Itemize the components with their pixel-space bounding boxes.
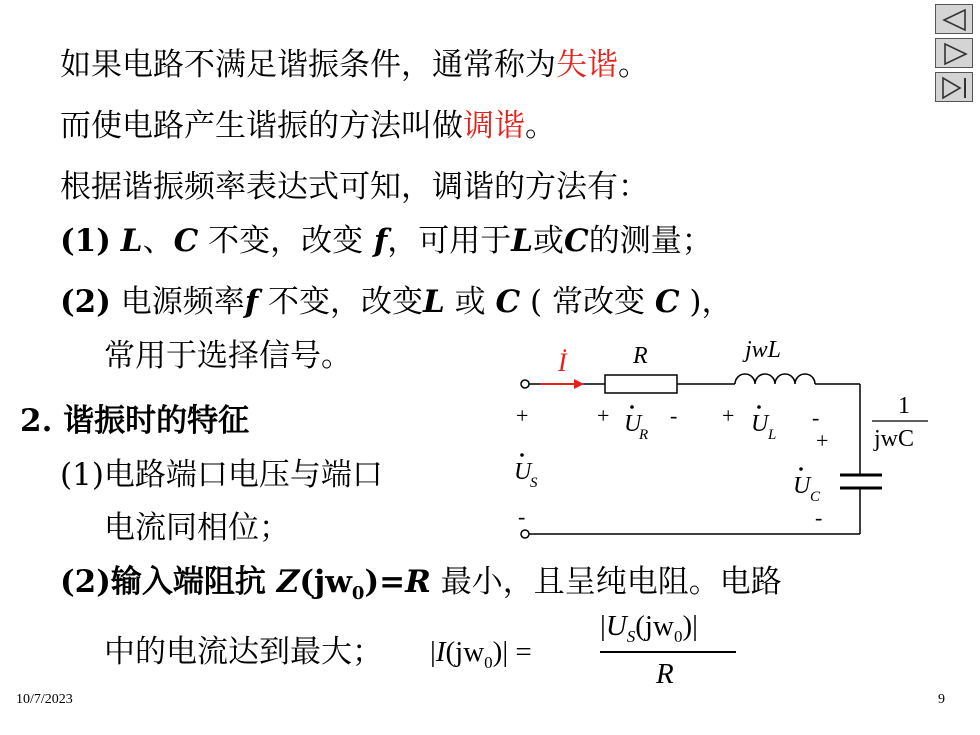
formula-denominator: R <box>656 658 674 690</box>
page-number: 9 <box>938 692 945 707</box>
subscript: S <box>530 475 538 491</box>
symbol-C: C <box>564 223 589 259</box>
tuning-term: 调谐 <box>463 108 525 144</box>
method-text: 电源频率 <box>110 284 245 320</box>
text-line-max-current: 中的电流达到最大； <box>104 634 383 670</box>
symbol-U: U <box>605 610 627 642</box>
subscript: R <box>639 427 649 443</box>
feature-text: (jw <box>299 564 352 600</box>
skip-to-end-icon <box>936 73 974 103</box>
abs-bar: | <box>430 636 436 668</box>
plus-sign: + <box>722 403 735 428</box>
voltage-UR-label: U <box>624 411 642 437</box>
arrow-head-icon <box>574 379 584 389</box>
method-text: ，可用于 <box>387 223 512 259</box>
triangle-right-icon <box>936 39 974 69</box>
formula-text: (jw <box>445 636 485 668</box>
formula-lhs <box>430 636 532 673</box>
text-line-tuning <box>60 107 556 145</box>
formula-text: )| <box>682 610 698 642</box>
item-number: (1) <box>60 223 111 259</box>
method-text: 或 <box>533 223 565 259</box>
symbol-f: f <box>363 223 388 259</box>
symbol-C: C <box>173 223 199 259</box>
feature-text: (2)输入端阻抗 <box>60 564 277 600</box>
symbol-C: C <box>654 284 680 320</box>
plus-sign: + <box>816 428 829 453</box>
section-heading: 2. 谐振时的特征 <box>20 403 250 439</box>
subscript: 0 <box>351 583 365 605</box>
resistor-label: R <box>633 343 648 369</box>
method-text: 或 <box>444 284 496 320</box>
symbol-L: L <box>120 223 143 259</box>
last-slide-button[interactable] <box>935 72 973 102</box>
symbol-Z: Z <box>276 564 300 600</box>
subscript: 0 <box>484 652 493 672</box>
symbol-f: f <box>244 284 259 320</box>
text-line-methods-intro: 根据谐振频率表达式可知，调谐的方法有： <box>60 169 649 205</box>
terminal-top <box>521 380 529 388</box>
inductor <box>735 374 815 384</box>
voltage-US-label: U <box>514 459 532 485</box>
footer-date: 10/7/2023 <box>16 692 73 707</box>
method-text: )， <box>679 284 733 320</box>
method-text: 不变，改变 <box>198 223 364 259</box>
capacitor-label-numerator: 1 <box>898 393 910 419</box>
text-line-feature-1-cont: 电流同相位； <box>104 510 290 546</box>
formula-numerator <box>600 610 698 647</box>
voltage-UC-label: U <box>793 473 811 499</box>
triangle-left-icon <box>936 5 974 35</box>
separator: 、 <box>142 223 174 259</box>
resistor <box>605 375 677 393</box>
feature-text: 最小，且呈纯电阻。电路 <box>430 564 782 600</box>
feature-text: )= <box>364 564 406 600</box>
punctuation: 。 <box>525 108 556 144</box>
prev-slide-button[interactable] <box>935 4 973 34</box>
formula-text: (jw <box>635 610 674 642</box>
fraction-bar <box>600 651 736 653</box>
text-line-signal-selection: 常用于选择信号。 <box>104 338 352 374</box>
dot-accent <box>520 453 524 457</box>
text-line-method-1 <box>60 222 713 260</box>
dot-accent <box>630 405 634 409</box>
subscript: S <box>626 626 636 646</box>
symbol-R: R <box>405 564 431 600</box>
method-text: 的测量； <box>588 223 713 259</box>
terminal-bottom <box>521 530 529 538</box>
text-line-detuning <box>60 46 649 84</box>
next-slide-button[interactable] <box>935 38 973 68</box>
symbol-C: C <box>495 284 521 320</box>
minus-sign: - <box>812 405 820 430</box>
plus-sign: + <box>597 403 610 428</box>
plus-sign: + <box>516 403 529 428</box>
symbol-L: L <box>511 223 534 259</box>
tuning-sentence: 而使电路产生谐振的方法叫做 <box>60 108 463 144</box>
minus-sign: - <box>518 504 526 529</box>
subscript: C <box>810 489 821 505</box>
method-text: ( 常改变 <box>520 284 655 320</box>
punctuation: 。 <box>618 47 649 83</box>
inductor-label: jwL <box>745 337 782 363</box>
capacitor-label-denominator: jwC <box>874 426 915 452</box>
text-line-feature-2 <box>60 563 782 613</box>
method-text: 不变，改变 <box>258 284 423 320</box>
minus-sign: - <box>815 505 823 530</box>
text-line-method-2 <box>60 283 732 321</box>
current-label: İ <box>558 348 567 377</box>
subscript: L <box>768 427 777 443</box>
symbol-I: I <box>435 636 446 668</box>
dot-accent <box>757 405 761 409</box>
detuning-term: 失谐 <box>556 47 618 83</box>
rlc-circuit-diagram <box>500 335 940 550</box>
voltage-UL-label: U <box>751 411 769 437</box>
text-line-feature-1: (1)电路端口电压与端口 <box>60 457 383 493</box>
minus-sign: - <box>670 403 678 428</box>
symbol-L: L <box>422 284 445 320</box>
dot-accent <box>799 467 803 471</box>
formula-text: )| = <box>492 636 532 668</box>
abs-bar: | <box>600 610 606 642</box>
subscript: 0 <box>673 626 683 646</box>
item-number: (2) <box>60 284 111 320</box>
detuning-sentence: 如果电路不满足谐振条件，通常称为 <box>60 47 556 83</box>
